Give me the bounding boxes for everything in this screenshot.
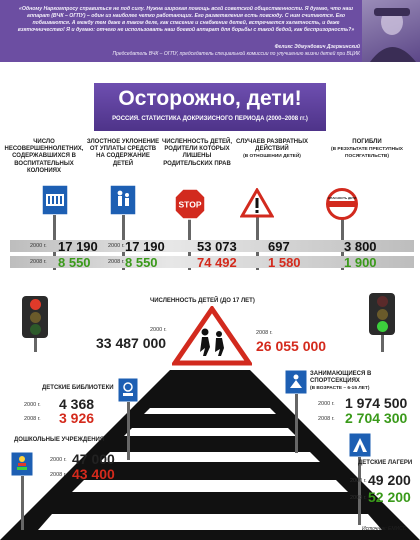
- year-label-2000: 2000 г.: [24, 402, 41, 408]
- year-label-2008: 2008 г.: [318, 416, 335, 422]
- year-label-2008: 2008 г.: [30, 259, 47, 265]
- column-heading-deprived: [162, 139, 232, 168]
- year-label-2000: 2000 г.: [150, 327, 167, 333]
- camps-label: ДЕТСКИЕ ЛАГЕРИ: [358, 460, 413, 466]
- column-heading-colonies: [4, 139, 84, 175]
- year-label-2000: 2000 г.: [30, 243, 47, 249]
- column-label: СЛУЧАЕВ РАЗВРАТНЫХ ДЕЙСТВИЙ: [236, 139, 308, 153]
- libraries-2008-value: 3 926: [59, 410, 95, 426]
- portrait-icon: [362, 0, 420, 62]
- column-label: ЗЛОСТНОЕ УКЛОНЕНИЕ ОТ УПЛАТЫ СРЕДСТВ НА СОДЕРЖАНИЕ ДЕТЕЙ: [86, 139, 160, 167]
- alimony-2000-value: 17 190: [125, 239, 165, 254]
- source-note: Источник: ЕМИСС: [362, 526, 407, 532]
- preschool-sign-icon: [11, 452, 33, 476]
- year-label-2000: 2000 г.: [108, 243, 125, 249]
- sports-note: (В ВОЗРАСТЕ – 6-15 ЛЕТ): [310, 386, 370, 391]
- year-label-2008: 2008 г.: [256, 330, 273, 336]
- camp-sign-icon: [349, 433, 371, 457]
- quote-text: «Одному Наркомпросу справиться не под силу. Нужна широкая помощь всей советской общественности. Я думаю, что наш аппарат (ВЧК – ОГПУ) – один из наиболее четко работающих. Его разветвления есть повсюду. С ним считаются. Его побаиваются. А между тем даже в таком деле, как спасение и снабжение детей, встречается халатность, и даже взяточничество! Я и думаю: отчего не использовать наш боевой аппарат для борьбы с такой бедой, как беспризорность?»: [17, 6, 355, 33]
- sports-sign-icon: [285, 370, 307, 394]
- column-heading-killed: [322, 139, 412, 161]
- page-subtitle: РОССИЯ. СТАТИСТИКА ДОКРИЗИСНОГО ПЕРИОДА (2000–2008 гг.): [112, 116, 308, 122]
- colonies-2008-value: 8 550: [58, 255, 91, 270]
- title-banner: [94, 83, 326, 131]
- year-label-2008: 2008 г.: [24, 416, 41, 422]
- abuse-2000-value: 697: [268, 239, 290, 254]
- column-label: ЧИСЛЕННОСТЬ ДЕТЕЙ, РОДИТЕЛИ КОТОРЫХ ЛИШЕНЫ РОДИТЕЛЬСКИХ ПРАВ: [162, 139, 233, 167]
- children-count-label: ЧИСЛЕННОСТЬ ДЕТЕЙ (ДО 17 ЛЕТ): [150, 298, 255, 304]
- quote-banner: [0, 0, 420, 62]
- column-label: ЧИСЛО НЕСОВЕРШЕННОЛЕТНИХ, СОДЕРЖАВШИХСЯ В ВОСПИТАТЕЛЬНЫХ КОЛОНИЯХ: [4, 139, 84, 174]
- libraries-2000-value: 4 368: [59, 396, 95, 412]
- year-label-2008: 2008 г.: [108, 259, 125, 265]
- traffic-light-left-icon: [22, 296, 48, 338]
- year-label-2008: 2008 г.: [350, 495, 367, 501]
- portrait-image: [362, 0, 420, 62]
- quote-author: Феликс Эдмундович Дзержинский: [274, 44, 360, 50]
- preschool-label: ДОШКОЛЬНЫЕ УЧРЕЖДЕНИЯ: [14, 437, 105, 443]
- sports-label: [310, 371, 410, 392]
- stop-sign-text: STOP: [178, 199, 202, 210]
- deprived-2000-value: 53 073: [197, 239, 237, 254]
- abuse-2008-value: 1 580: [268, 255, 301, 270]
- library-sign-icon: [118, 378, 138, 402]
- year-label-2000: 2000 г.: [50, 457, 67, 463]
- column-note: (В ОТНОШЕНИИ ДЕТЕЙ): [243, 154, 301, 160]
- traffic-light-right-icon: [369, 293, 395, 335]
- preschool-2000-value: 47 000: [72, 451, 115, 467]
- preschool-2008-value: 43 400: [72, 466, 115, 482]
- page-title: Осторожно, дети!: [118, 87, 302, 110]
- sports-2000-value: 1 974 500: [345, 395, 408, 411]
- year-label-2008: 2008 г.: [50, 472, 67, 478]
- column-note: (В РЕЗУЛЬТАТЕ ПРЕСТУПНЫХ ПОСЯГАТЕЛЬСТВ): [331, 147, 403, 160]
- pedestrian-children-sign-icon: [110, 185, 136, 215]
- year-label-2000: 2000 г.: [350, 478, 367, 484]
- no-entry-sign-text: ОПАСНОСТЬ ДЕТИ: [327, 196, 357, 200]
- year-label-2000: 2000 г.: [318, 401, 335, 407]
- deprived-2008-value: 74 492: [197, 255, 237, 270]
- libraries-label: ДЕТСКИЕ БИБЛИОТЕКИ: [42, 385, 114, 391]
- alimony-2008-value: 8 550: [125, 255, 158, 270]
- sign-post: [295, 393, 298, 453]
- colonies-2000-value: 17 190: [58, 239, 98, 254]
- killed-2008-value: 1 900: [344, 255, 377, 270]
- stop-sign-icon: [174, 188, 206, 220]
- column-heading-abuse: [234, 139, 310, 161]
- camps-2008-value: 52 200: [368, 489, 411, 505]
- sports-title: ЗАНИМАЮЩИЕСЯ В СПОРТСЕКЦИЯХ: [310, 371, 372, 384]
- children-crossing-sign-icon: [172, 306, 252, 366]
- column-heading-alimony: [86, 139, 160, 168]
- warning-sign-icon: [240, 188, 274, 218]
- no-entry-sign-icon: [326, 188, 358, 220]
- children-2008-value: 26 055 000: [256, 338, 327, 354]
- killed-2000-value: 3 800: [344, 239, 377, 254]
- colony-sign-icon: [42, 185, 68, 215]
- quote-position: Председатель ВЧК – ОГПУ, председатель специальной комиссии по улучшению жизни детей при ВЦИК: [112, 50, 360, 57]
- column-label: ПОГИБЛИ: [352, 139, 382, 145]
- quote-attribution: [60, 44, 360, 57]
- sports-2008-value: 2 704 300: [345, 410, 408, 426]
- sign-post: [21, 475, 24, 530]
- sign-post: [127, 400, 130, 460]
- children-2000-value: 33 487 000: [96, 335, 167, 351]
- camps-2000-value: 49 200: [368, 472, 411, 488]
